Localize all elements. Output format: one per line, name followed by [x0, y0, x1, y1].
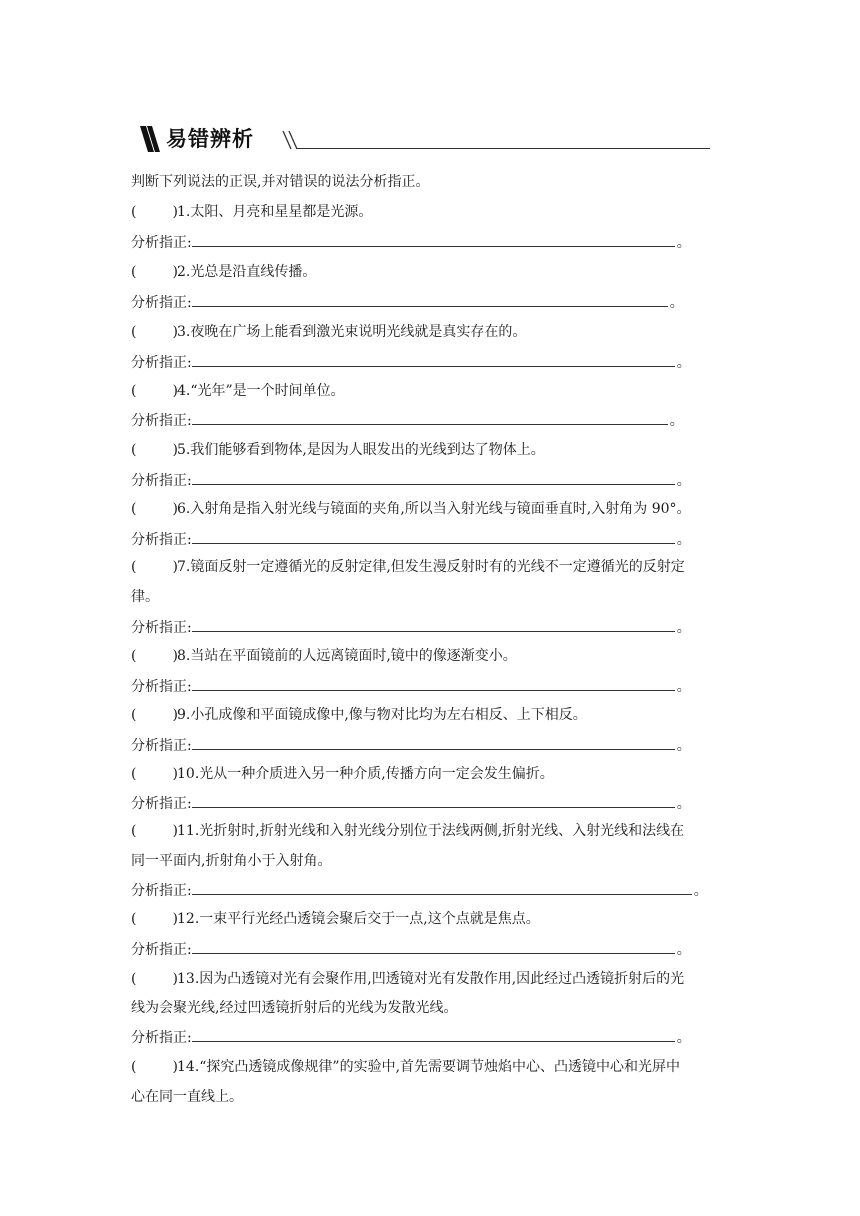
answer-paren[interactable]: ( )	[131, 707, 178, 723]
answer-row: 分析指正: 。	[131, 617, 691, 638]
instruction-text: 判断下列说法的正误,并对错误的说法分析指正。	[131, 174, 430, 190]
answer-row: 分析指正: 。	[131, 529, 691, 550]
answer-blank[interactable]	[192, 1027, 675, 1042]
answer-paren[interactable]: ( )	[131, 204, 178, 220]
question-text-continuation: 线为会聚光线,经过凹透镜折射后的光线为发散光线。	[131, 1000, 458, 1016]
answer-blank[interactable]	[192, 292, 668, 307]
answer-paren[interactable]: ( )	[131, 264, 178, 280]
answer-label: 分析指正:	[131, 1030, 192, 1046]
question-text: 4.“光年”是一个时间单位。	[177, 383, 345, 399]
answer-row: 分析指正: 。	[131, 410, 684, 431]
answer-label: 分析指正:	[131, 679, 192, 695]
section-header	[140, 124, 580, 156]
question-text-continuation: 心在同一直线上。	[131, 1089, 243, 1105]
answer-paren[interactable]: ( )	[131, 559, 178, 575]
question-item	[131, 381, 345, 401]
question-item	[131, 440, 545, 460]
question-text: 2.光总是沿直线传播。	[177, 264, 317, 280]
answer-label: 分析指正:	[131, 883, 192, 899]
answer-blank[interactable]	[192, 617, 675, 632]
answer-paren[interactable]: ( )	[131, 648, 178, 664]
question-item	[131, 499, 691, 519]
question-text: 10.光从一种介质进入另一种介质,传播方向一定会发生偏折。	[177, 766, 554, 782]
question-text: 8.当站在平面镜前的人远离镜面时,镜中的像逐渐变小。	[177, 648, 517, 664]
answer-label: 分析指正:	[131, 532, 192, 548]
answer-paren[interactable]: ( )	[131, 442, 178, 458]
answer-blank[interactable]	[192, 735, 675, 750]
answer-paren[interactable]: ( )	[131, 911, 178, 927]
answer-paren[interactable]: ( )	[131, 501, 178, 517]
question-text: 7.镜面反射一定遵循光的反射定律,但发生漫反射时有的光线不一定遵循光的反射定	[177, 559, 685, 575]
answer-paren[interactable]: ( )	[131, 766, 178, 782]
answer-label: 分析指正:	[131, 235, 192, 251]
answer-blank[interactable]	[192, 410, 668, 425]
answer-paren[interactable]: ( )	[131, 324, 178, 340]
question-item	[131, 969, 684, 989]
question-item	[131, 646, 517, 666]
question-text: 1.太阳、月亮和星星都是光源。	[177, 204, 373, 220]
question-text: 5.我们能够看到物体,是因为人眼发出的光线到达了物体上。	[177, 442, 545, 458]
answer-paren[interactable]: ( )	[131, 971, 178, 987]
question-item	[131, 764, 554, 784]
question-text: 3.夜晚在广场上能看到激光束说明光线就是真实存在的。	[177, 324, 527, 340]
section-title: 易错辨析	[166, 127, 254, 151]
answer-row: 分析指正: 。	[131, 880, 708, 901]
answer-paren[interactable]: ( )	[131, 383, 178, 399]
answer-label: 分析指正:	[131, 473, 192, 489]
answer-row: 分析指正: 。	[131, 735, 691, 756]
question-item	[131, 322, 526, 342]
question-item	[131, 202, 372, 222]
question-text: 12.一束平行光经凸透镜会聚后交于一点,这个点就是焦点。	[177, 911, 540, 927]
answer-label: 分析指正:	[131, 295, 192, 311]
answer-blank[interactable]	[192, 880, 692, 895]
question-item	[131, 705, 587, 725]
question-text: 6.入射角是指入射光线与镜面的夹角,所以当入射光线与镜面垂直时,入射角为 90°。	[177, 501, 691, 517]
answer-blank[interactable]	[192, 232, 675, 247]
header-rule	[296, 148, 710, 149]
slash-decoration-icon	[282, 130, 300, 150]
answer-paren[interactable]: ( )	[131, 1059, 178, 1075]
answer-label: 分析指正:	[131, 620, 192, 636]
answer-blank[interactable]	[192, 793, 675, 808]
answer-row: 分析指正: 。	[131, 793, 691, 814]
answer-paren[interactable]: ( )	[131, 823, 178, 839]
question-text: 14.“探究凸透镜成像规律”的实验中,首先需要调节烛焰中心、凸透镜中心和光屏中	[177, 1059, 681, 1075]
answer-label: 分析指正:	[131, 942, 192, 958]
answer-label: 分析指正:	[131, 355, 192, 371]
question-item	[131, 262, 316, 282]
answer-row: 分析指正: 。	[131, 470, 691, 491]
question-item	[131, 557, 685, 577]
answer-label: 分析指正:	[131, 738, 192, 754]
answer-row: 分析指正: 。	[131, 939, 691, 960]
question-item	[131, 909, 540, 929]
double-slash-bar-icon	[140, 126, 160, 152]
question-text: 13.因为凸透镜对光有会聚作用,凹透镜对光有发散作用,因此经过凸透镜折射后的光	[177, 971, 685, 987]
question-text: 11.光折射时,折射光线和入射光线分别位于法线两侧,折射光线、入射光线和法线在	[177, 823, 685, 839]
answer-row: 分析指正: 。	[131, 292, 684, 313]
answer-row: 分析指正: 。	[131, 352, 691, 373]
question-item	[131, 1057, 680, 1077]
question-item	[131, 821, 684, 841]
answer-row: 分析指正: 。	[131, 232, 691, 253]
answer-row: 分析指正: 。	[131, 676, 691, 697]
answer-row: 分析指正: 。	[131, 1027, 691, 1048]
answer-label: 分析指正:	[131, 413, 192, 429]
answer-blank[interactable]	[192, 470, 675, 485]
answer-label: 分析指正:	[131, 796, 192, 812]
answer-blank[interactable]	[192, 676, 675, 691]
question-text-continuation: 律。	[131, 589, 159, 605]
question-text-continuation: 同一平面内,折射角小于入射角。	[131, 853, 332, 869]
answer-blank[interactable]	[192, 939, 675, 954]
answer-blank[interactable]	[192, 529, 675, 544]
answer-blank[interactable]	[192, 352, 675, 367]
question-text: 9.小孔成像和平面镜成像中,像与物对比均为左右相反、上下相反。	[177, 707, 587, 723]
